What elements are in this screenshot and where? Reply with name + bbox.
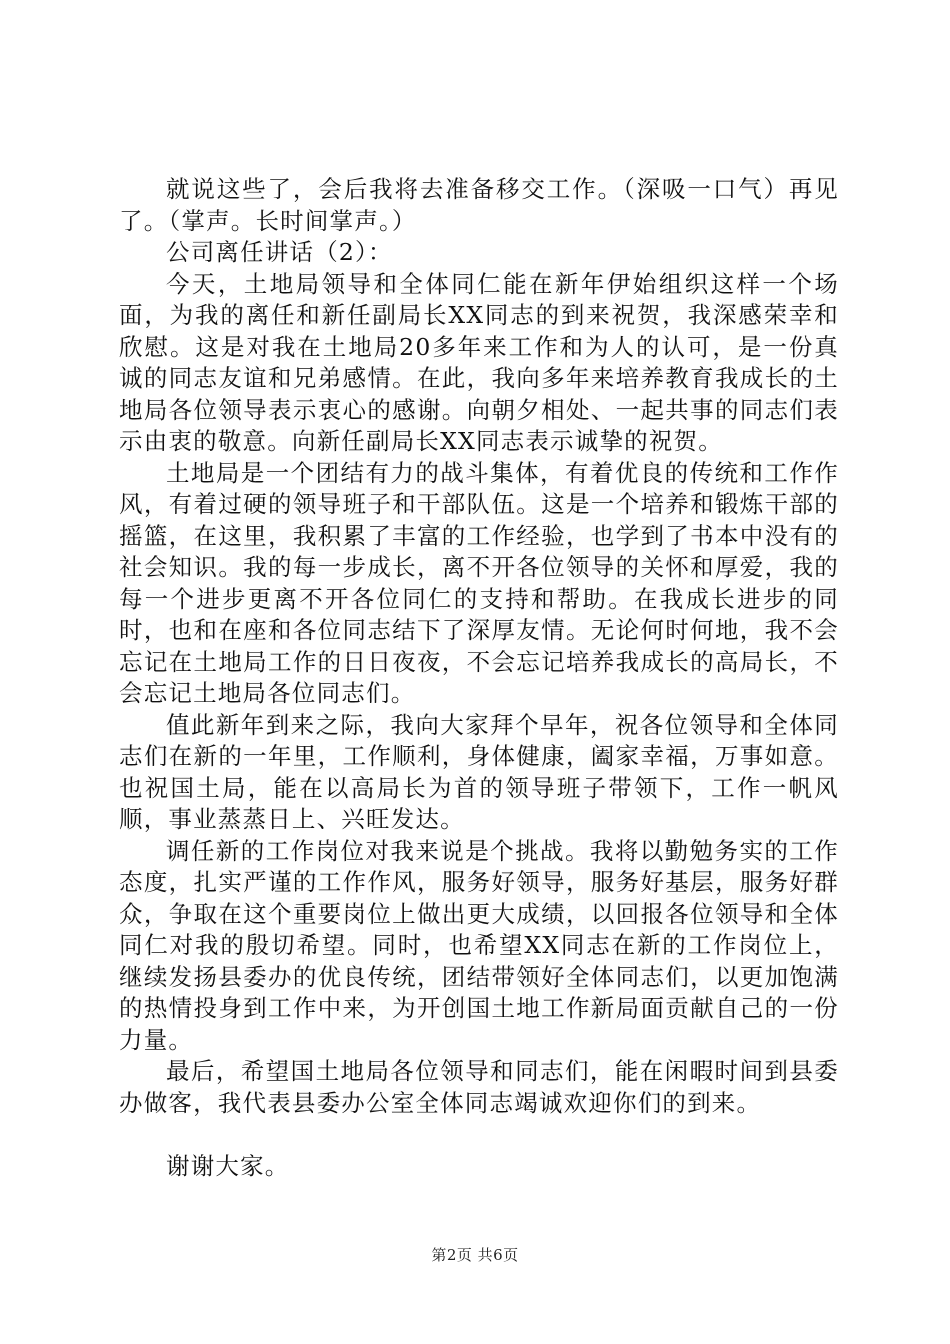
section-heading: 公司离任讲话（2）： bbox=[166, 238, 393, 266]
paragraph-invitation: 最后，希望国土地局各位领导和同志们，能在闲暇时间到县委办做客，我代表县委办公室全体同志竭诚欢迎你们的到来。 bbox=[119, 1057, 839, 1117]
document-body bbox=[119, 174, 839, 1182]
paragraph-new-post: 调任新的工作岗位对我来说是个挑战。我将以勤勉务实的工作态度，扎实严谨的工作作风，服务好领导，服务好基层，服务好群众，争取在这个重要岗位上做出更大成绩，以回报各位领导和全体同仁对我的殷切希望。同时，也希望XX同志在新的工作岗位上，继续发扬县委办的优良传统，团结带领好全体同志们，以更加饱满的热情投身到工作中来，为开创国土地工作新局面贡献自己的一份力量。 bbox=[119, 836, 839, 1054]
paragraph-closing-remarks: 就说这些了，会后我将去准备移交工作。（深吸一口气）再见了。（掌声。长时间掌声。） bbox=[119, 175, 839, 235]
paragraph-thank-you: 谢谢大家。 bbox=[166, 1151, 290, 1180]
paragraph-thanks: 今天，土地局领导和全体同仁能在新年伊始组织这样一个场面，为我的离任和新任副局长XX同志的到来祝贺，我深感荣幸和欣慰。这是对我在土地局20多年来工作和为人的认可，是一份真诚的同志友谊和兄弟感情。在此，我向多年来培养教育我成长的土地局各位领导表示衷心的感谢。向朝夕相处、一起共事的同志们表示由衷的敬意。向新任副局长XX同志表示诚挚的祝贺。 bbox=[119, 269, 839, 455]
paragraph-new-year: 值此新年到来之际，我向大家拜个早年，祝各位领导和全体同志们在新的一年里，工作顺利，身体健康，阖家幸福，万事如意。也祝国土局，能在以高局长为首的领导班子带领下，工作一帆风顺，事业蒸蒸日上、兴旺发达。 bbox=[119, 710, 839, 833]
page-number: 第2页 共6页 bbox=[431, 1246, 519, 1264]
paragraph-bureau: 土地局是一个团结有力的战斗集体，有着优良的传统和工作作风，有着过硬的领导班子和干部队伍。这是一个培养和锻炼干部的摇篮，在这里，我积累了丰富的工作经验，也学到了书本中没有的社会知识。我的每一步成长，离不开各位领导的关怀和厚爱，我的每一个进步更离不开各位同仁的支持和帮助。在我成长进步的同时，也和在座和各位同志结下了深厚友情。无论何时何地，我不会忘记在土地局工作的日日夜夜，不会忘记培养我成长的高局长，不会忘记土地局各位同志们。 bbox=[119, 458, 839, 707]
